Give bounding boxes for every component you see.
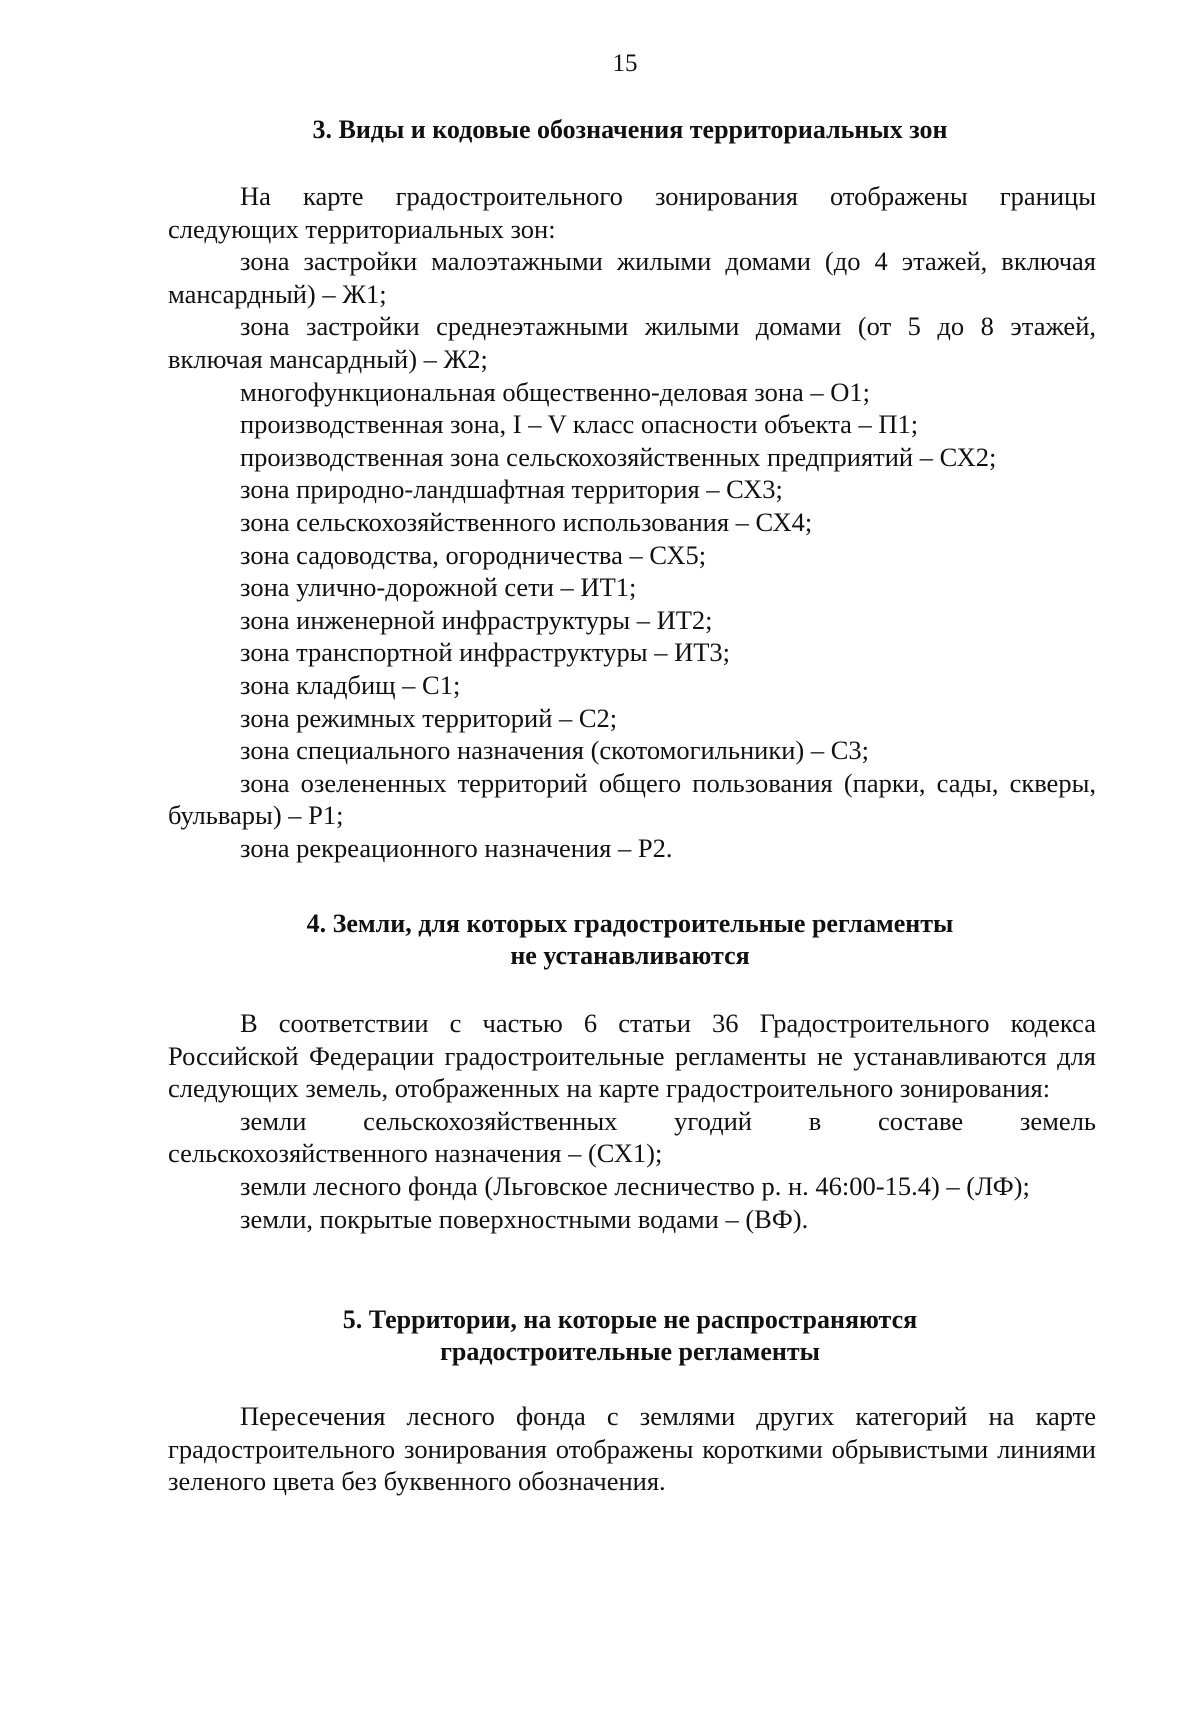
section-5-text: Пересечения лесного фонда с землями других категорий на карте градостроительного зонирования отображены короткими обрывистыми линиями зеленого цвета без буквенного обозначения. — [168, 1401, 1096, 1497]
land-item: земли лесного фонда (Льговское лесничество р. н. 46:00-15.4) – (ЛФ); — [240, 1170, 1030, 1201]
zone-item: зона застройки среднеэтажными жилыми домами (от 5 до 8 этажей, включая мансардный) – Ж2; — [168, 311, 1096, 374]
section-4-title-line2: не устанавливаются — [510, 941, 750, 970]
zone-item: зона кладбищ – С1; — [240, 669, 461, 700]
section-3-body — [168, 180, 1096, 864]
section-5-title — [0, 1304, 1200, 1368]
section-4-title-line1: 4. Земли, для которых градостроительные регламенты — [306, 909, 954, 938]
zone-item: зона садоводства, огородничества – СХ5; — [240, 539, 707, 570]
section-4-body — [168, 1007, 1096, 1235]
zone-item: зона природно-ландшафтная территория – СХ3; — [240, 474, 783, 505]
section-4-title — [0, 908, 1200, 972]
zone-item: зона улично-дорожной сети – ИТ1; — [240, 572, 637, 603]
zone-item: зона сельскохозяйственного использования – СХ4; — [240, 506, 813, 537]
section-3-intro: На карте градостроительного зонирования отображены границы следующих территориальных зон: — [168, 181, 1096, 244]
land-item: земли сельскохозяйственных угодий в составе земель сельскохозяйственного назначения – (СХ1); — [168, 1105, 1096, 1169]
section-3-title — [0, 114, 1200, 146]
zone-item: многофункциональная общественно-деловая зона – О1; — [240, 376, 871, 407]
zone-item: зона озелененных территорий общего пользования (парки, сады, скверы, бульвары) – Р1; — [168, 767, 1096, 831]
zone-item: зона транспортной инфраструктуры – ИТ3; — [240, 637, 731, 668]
page-number: 15 — [612, 50, 638, 77]
section-5-body — [168, 1400, 1096, 1498]
zone-item: зона инженерной инфраструктуры – ИТ2; — [240, 604, 713, 635]
section-3-title-text: 3. Виды и кодовые обозначения территориальных зон — [312, 115, 948, 144]
land-item: земли, покрытые поверхностными водами – (ВФ). — [240, 1203, 809, 1234]
zone-item: зона режимных территорий – С2; — [240, 702, 618, 733]
zone-item: зона застройки малоэтажными жилыми домами (до 4 этажей, включая мансардный) – Ж1; — [168, 246, 1096, 309]
section-4-intro: В соответствии с частью 6 статьи 36 Градостроительного кодекса Российской Федерации градостроительные регламенты не устанавливаются для следующих земель, отображенных на карте градостроительного зонирования: — [168, 1008, 1096, 1104]
section-5-title-line2: градостроительные регламенты — [440, 1337, 820, 1366]
section-5-title-line1: 5. Территории, на которые не распространяются — [342, 1305, 918, 1334]
zone-item: зона рекреационного назначения – Р2. — [240, 832, 673, 863]
zone-item: производственная зона, I – V класс опасности объекта – П1; — [240, 409, 919, 440]
zone-item: зона специального назначения (скотомогильники) – С3; — [240, 735, 869, 766]
zone-item: производственная зона сельскохозяйственных предприятий – СХ2; — [240, 441, 997, 472]
